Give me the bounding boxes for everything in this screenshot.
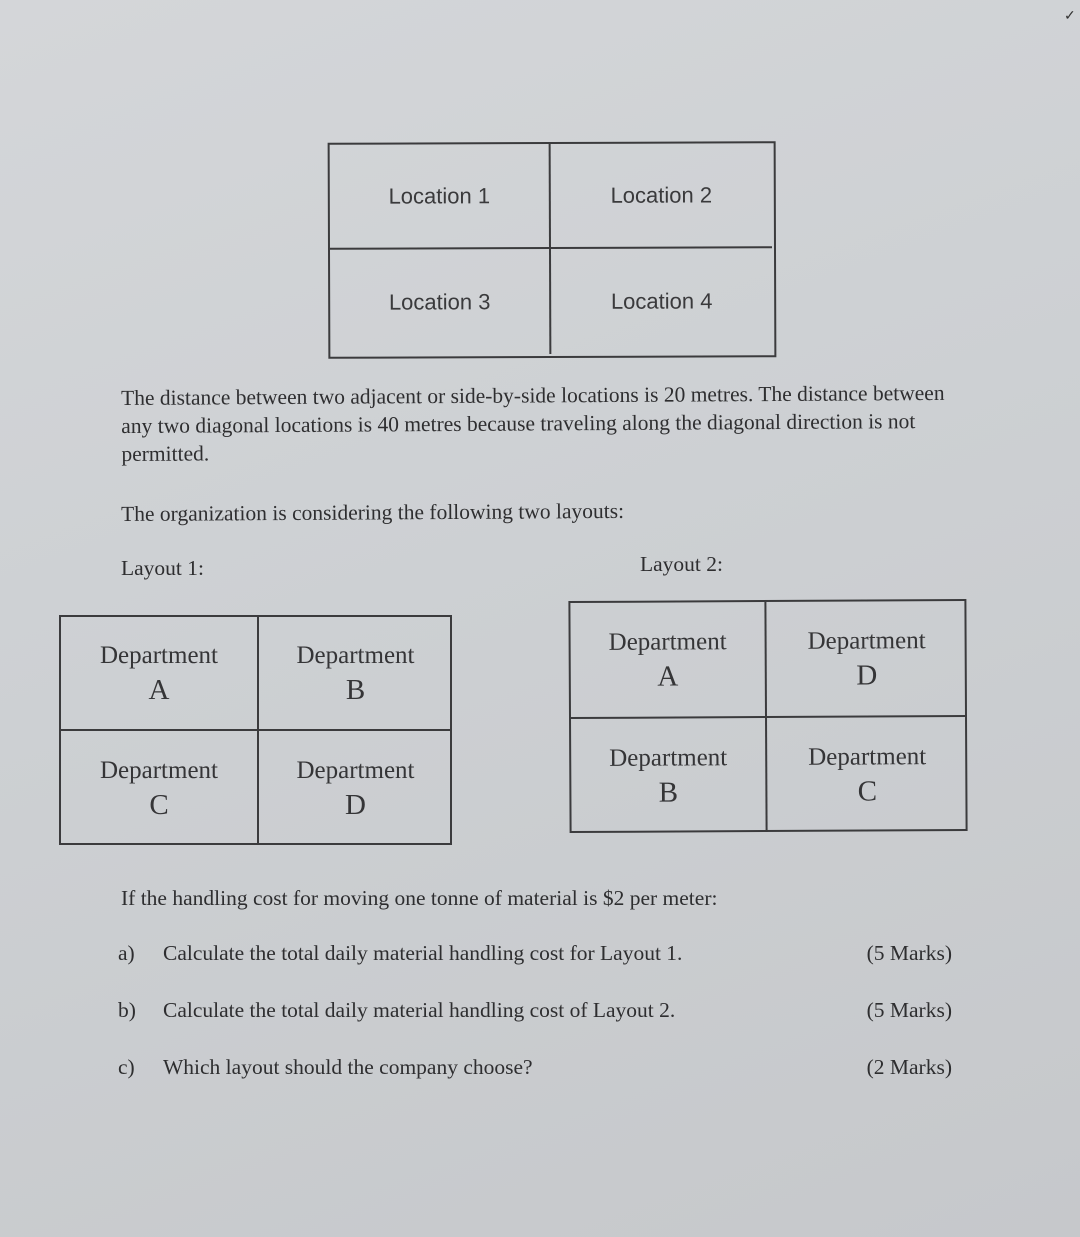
department-word: Department: [99, 757, 218, 784]
question-text: Calculate the total daily material handling cost for Layout 1.: [163, 941, 683, 965]
department-word: Department: [296, 642, 415, 669]
department-word: Department: [99, 642, 218, 669]
location-grid: [328, 141, 777, 359]
layout-2-label: Layout 2:: [640, 552, 723, 576]
question-a: [118, 941, 958, 971]
department-letter: C: [857, 775, 878, 808]
department-letter: D: [345, 789, 366, 821]
question-letter: b): [118, 998, 136, 1022]
department-letter: A: [148, 674, 170, 706]
layout-2-cell: [571, 718, 768, 833]
department-word: Department: [608, 628, 727, 656]
corner-mark-icon: ✓: [1064, 9, 1076, 24]
question-letter: c): [118, 1055, 135, 1079]
question-b: [118, 998, 958, 1028]
question-marks: (2 Marks): [866, 1055, 952, 1079]
question-text: Calculate the total daily material handling cost of Layout 2.: [163, 998, 676, 1022]
cost-intro: If the handling cost for moving one tonne of material is $2 per meter:: [121, 886, 718, 910]
layout-1-cell: [259, 617, 452, 731]
department-letter: D: [856, 659, 878, 692]
layout-1-label: Layout 1:: [121, 556, 204, 580]
layout-1-cell: [61, 617, 259, 731]
department-letter: B: [345, 674, 366, 706]
layout-1-cell: [61, 731, 259, 845]
distance-paragraph: The distance between two adjacent or side-by-side locations is 20 metres. The distance between any two diagonal locations is 40 metres because traveling along the diagonal direction is not permitted.: [121, 380, 945, 466]
layout-2-cell: [570, 602, 767, 719]
layout-1-grid: [59, 615, 452, 845]
location-cell-4: Location 4: [610, 287, 713, 314]
question-c: [118, 1055, 958, 1085]
layout-2-cell: [766, 601, 967, 718]
department-word: Department: [609, 744, 728, 772]
layout-2-cell: [767, 717, 968, 832]
layout-1-cell: [259, 731, 452, 845]
question-marks: (5 Marks): [866, 941, 952, 965]
location-cell-1: Location 1: [330, 144, 551, 250]
department-letter: B: [658, 776, 679, 809]
question-letter: a): [118, 941, 135, 965]
layout-2-grid: [568, 599, 967, 833]
location-cell-2: Location 2: [551, 143, 772, 249]
department-word: Department: [807, 627, 926, 655]
layouts-intro: The organization is considering the following two layouts:: [121, 498, 625, 526]
department-word: Department: [296, 757, 415, 784]
question-text: Which layout should the company choose?: [163, 1055, 533, 1079]
question-marks: (5 Marks): [866, 998, 952, 1022]
location-cell-3: Location 3: [330, 249, 551, 355]
department-letter: C: [149, 789, 169, 821]
department-letter: A: [657, 660, 679, 693]
department-word: Department: [808, 743, 927, 771]
